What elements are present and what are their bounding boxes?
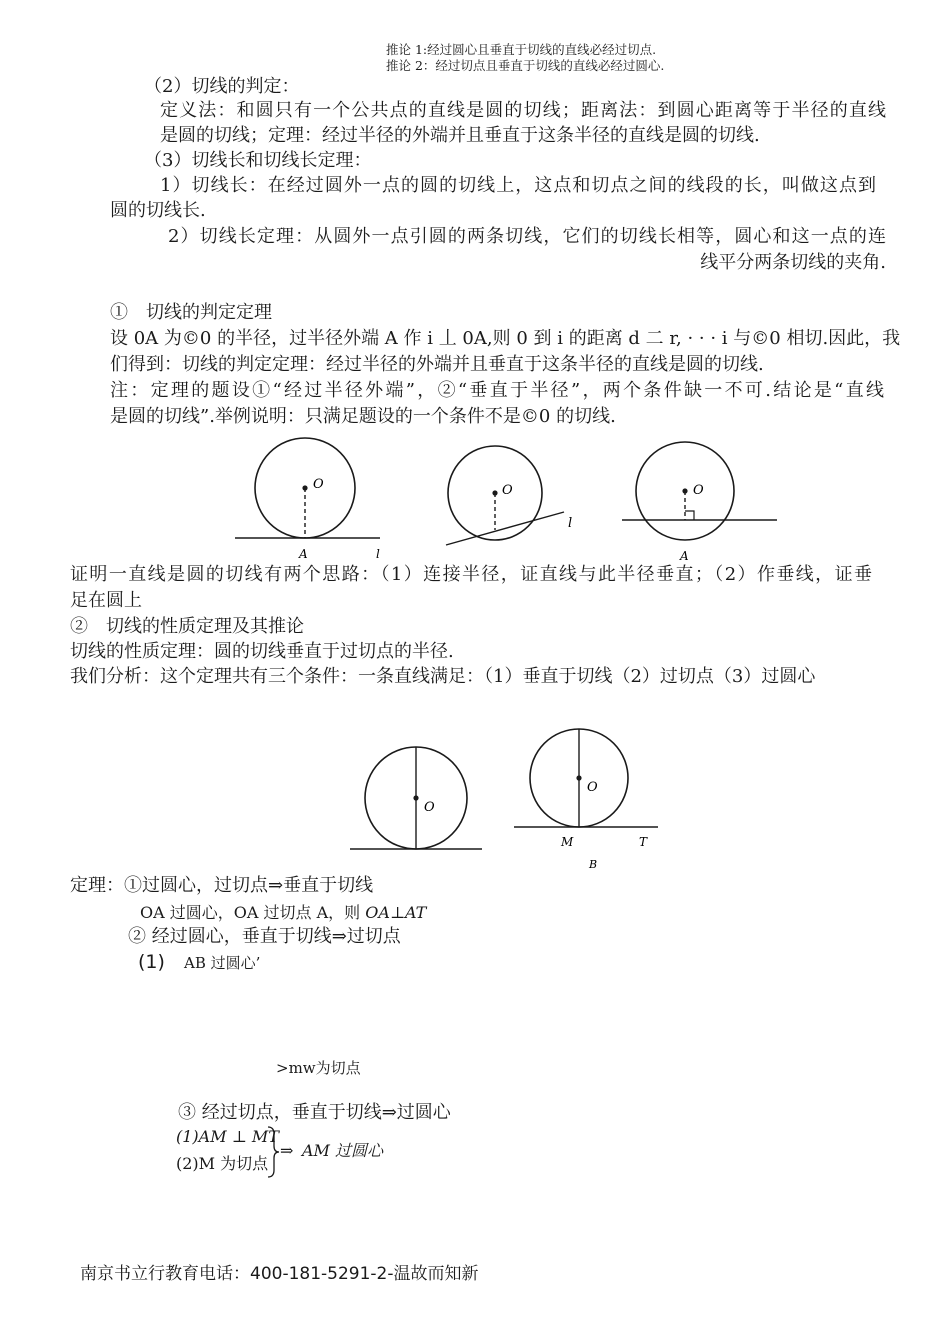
implies-arrow-icon: ⇒ <box>280 1141 294 1160</box>
fig5-point-m-label: M <box>561 835 574 849</box>
fig4-center-label: O <box>424 800 435 815</box>
property-theorem-analysis: 我们分析：这个定理共有三个条件：一条直线满足：（1）垂直于切线（2）过切点（3）过圆心 <box>70 666 816 687</box>
fig3-point-label: A <box>680 549 689 563</box>
tangent-length-item1-line1: 1）切线长：在经过圆外一点的圆的切线上，这点和切点之间的线段的长，叫做这点到 <box>160 175 876 196</box>
judgment-heading: （2）切线的判定： <box>144 76 300 97</box>
right-brace-icon <box>266 1126 280 1178</box>
proof-ideas-line-1: 证明一直线是圆的切线有两个思路：（1）连接半径，证直线与此半径垂直；（2）作垂线，证垂 <box>70 564 872 585</box>
case2-conclusion: >mw为切点 <box>276 1059 361 1077</box>
case2-item1-number: (1) <box>138 951 165 973</box>
corollary-2: 推论 2：经过切点且垂直于切线的直线必经过圆心. <box>386 58 665 73</box>
judgment-theorem-line-2: 们得到：切线的判定定理：经过半径的外端并且垂直于这条半径的直线是圆的切线. <box>110 354 764 375</box>
case3-condition-1: (1)AM ⊥ MT <box>176 1127 279 1146</box>
fig5-center-label: O <box>587 780 598 795</box>
tangent-length-item2-line2: 线平分两条切线的夹角. <box>700 252 886 273</box>
case2-item1-text: AB 过圆心’ <box>184 954 261 972</box>
figure-tangent-by-radius-endpoint <box>230 436 400 566</box>
case3-condition-2: (2)M 为切点 <box>176 1154 269 1173</box>
figure-diameter-tangent-labeled <box>510 728 670 871</box>
figure-diameter-tangent <box>340 745 490 857</box>
case1-detail-text: OA 过圆心，OA 过切点 A，则 <box>140 903 361 922</box>
judgment-line-1: 定义法：和圆只有一个公共点的直线是圆的切线；距离法：到圆心距离等于半径的直线 <box>160 100 886 121</box>
fig5-point-t-label: T <box>639 835 648 849</box>
case2-item1 <box>138 953 260 972</box>
fig1-center-label: O <box>313 477 324 492</box>
figure-perpendicular-not-endpoint <box>620 436 785 566</box>
case1-detail <box>140 905 426 921</box>
tangent-length-item1-line2: 圆的切线长. <box>110 200 206 221</box>
fig1-line-label: l <box>376 547 380 561</box>
proof-ideas-line-2: 足在圆上 <box>70 590 142 611</box>
judgment-theorem-note-1: 注：定理的题设①“经过半径外端”，②“垂直于半径”，两个条件缺一不可.结论是“直线 <box>110 380 884 401</box>
case3-heading: ③ 经过切点，垂直于切线⇒过圆心 <box>178 1102 451 1123</box>
tangent-length-item2-line1: 2）切线长定理：从圆外一点引圆的两条切线，它们的切线长相等，圆心和这一点的连 <box>168 226 886 247</box>
judgment-theorem-line-1: 设 0A 为©0 的半径，过半径外端 A 作 i 丄 0A,则 0 到 i 的距离 d 二 r, · · · i 与©0 相切.因此，我 <box>110 328 901 349</box>
judgment-theorem-note-2: 是圆的切线”.举例说明：只满足题设的一个条件不是©0 的切线. <box>110 406 616 427</box>
tangent-length-heading: （3）切线长和切线长定理： <box>144 150 372 171</box>
fig1-point-label: A <box>299 547 308 561</box>
property-theorem-statement: 切线的性质定理：圆的切线垂直于过切点的半径. <box>70 641 454 662</box>
judgment-line-2: 是圆的切线；定理：经过半径的外端并且垂直于这条半径的直线是圆的切线. <box>160 125 760 146</box>
case1-detail-math: OA⊥AT <box>365 903 427 922</box>
figure-line-not-perpendicular <box>440 436 590 551</box>
fig3-center-label: O <box>693 483 704 498</box>
fig2-line-label: l <box>568 516 573 531</box>
property-theorem-heading: ② 切线的性质定理及其推论 <box>70 616 304 637</box>
case2-heading: ② 经过圆心，垂直于切线⇒过切点 <box>128 926 401 947</box>
case3-result: AM 过圆心 <box>302 1141 384 1160</box>
corollary-1: 推论 1:经过圆心且垂直于切线的直线必经过切点. <box>386 42 657 57</box>
case1-heading: 定理：①过圆心，过切点⇒垂直于切线 <box>70 875 374 896</box>
footer-contact: 南京书立行教育电话：400-181-5291-2-温故而知新 <box>80 1264 479 1284</box>
judgment-theorem-heading: ① 切线的判定定理 <box>110 302 272 323</box>
fig5-point-b-label: B <box>589 858 598 871</box>
fig2-center-label: O <box>502 483 513 498</box>
case3-implication <box>176 1126 416 1182</box>
